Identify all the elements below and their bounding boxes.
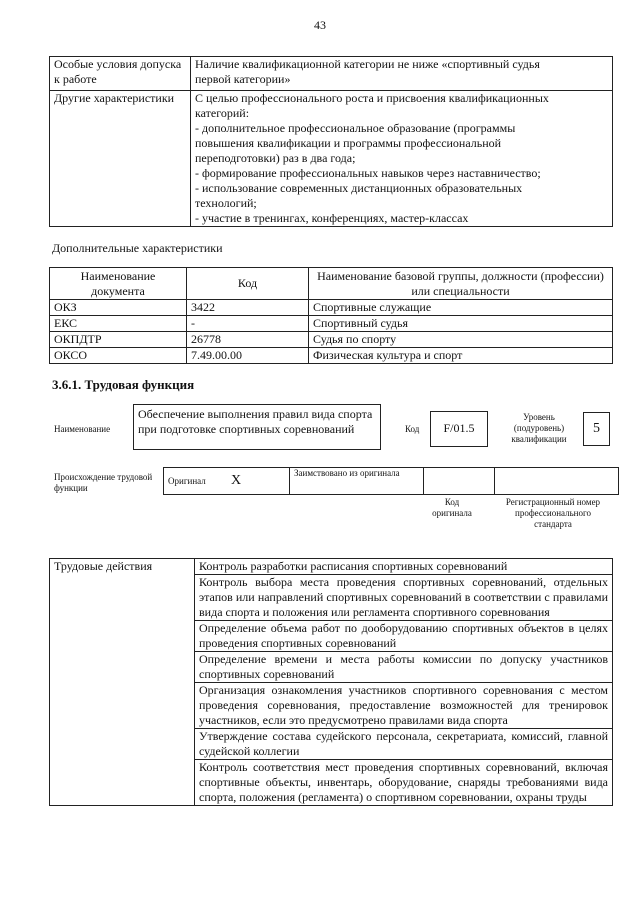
labor-actions-label: Трудовые действия xyxy=(50,559,195,806)
function-name-box: Обеспечение выполнения правил вида спорта при подготовке спортивных соревнований xyxy=(133,404,381,450)
function-code-box: F/01.5 xyxy=(430,411,488,447)
original-mark: X xyxy=(227,468,290,495)
code-original-caption: Код оригинала xyxy=(432,497,472,518)
code-cell: 7.49.00.00 xyxy=(187,348,309,364)
registration-number-cell xyxy=(495,468,619,495)
borrowed-label: Заимствовано из оригинала xyxy=(290,468,424,495)
page-number: 43 xyxy=(314,18,326,32)
group-name-cell: Спортивные служащие xyxy=(309,300,613,316)
code-cell: 26778 xyxy=(187,332,309,348)
code-label: Код xyxy=(405,424,420,434)
labor-action-item: Определение объема работ по дооборудованию спортивных объектов в целях проведения спортивных соревнований xyxy=(195,621,613,652)
origin-label: Происхождение трудовой функции xyxy=(54,472,153,493)
header-group-name: Наименование базовой группы, должности (профессии) или специальности xyxy=(309,268,613,300)
labor-action-item: Контроль выбора места проведения спортивных соревнований, отдельных этапов или направлений спортивных соревнований в соответствии с правилами вида спорта и положения или регламента спортивного соревнования xyxy=(195,575,613,621)
table-row xyxy=(50,316,613,332)
section-title: 3.6.1. Трудовая функция xyxy=(52,377,195,392)
special-conditions-text: Наличие квалификационной категории не ниже «спортивный судья первой категории» xyxy=(191,57,613,91)
additional-table xyxy=(49,267,613,364)
table-row xyxy=(50,559,613,575)
doc-name-cell: ОКСО xyxy=(50,348,187,364)
code-cell: 3422 xyxy=(187,300,309,316)
conditions-table xyxy=(49,56,613,227)
table-header-row xyxy=(50,268,613,300)
group-name-cell: Физическая культура и спорт xyxy=(309,348,613,364)
labor-actions-table xyxy=(49,558,613,806)
table-row xyxy=(50,57,613,91)
original-code-cell xyxy=(424,468,495,495)
labor-action-item: Контроль разработки расписания спортивных соревнований xyxy=(195,559,613,575)
name-label: Наименование xyxy=(54,424,111,434)
table-row xyxy=(50,332,613,348)
table-row xyxy=(50,91,613,227)
labor-action-item: Организация ознакомления участников спортивного соревнования с местом проведения соревнования, предоставление возможностей для тренировок участников, если это предусмотрено правилами вида спорта xyxy=(195,683,613,729)
other-characteristics-text: С целью профессионального роста и присвоения квалификационных категорий: - дополнительное профессиональное образование (программы повышения квалификации и программы профессиональной переподготовки) раз в два года; - формирование профессиональных навыков через наставничество; - использование современных дистанционных образовательных технологий; - участие в тренингах, конференциях, мастер-классах xyxy=(191,91,613,227)
labor-action-item: Утверждение состава судейского персонала, секретариата, комиссий, главной судейской коллегии xyxy=(195,729,613,760)
doc-name-cell: ОКПДТР xyxy=(50,332,187,348)
origin-table xyxy=(163,467,619,495)
doc-name-cell: ЕКС xyxy=(50,316,187,332)
other-characteristics-label: Другие характеристики xyxy=(50,91,191,227)
header-code: Код xyxy=(187,268,309,300)
code-cell: - xyxy=(187,316,309,332)
group-name-cell: Спортивный судья xyxy=(309,316,613,332)
table-row xyxy=(50,348,613,364)
additional-title: Дополнительные характеристики xyxy=(52,241,223,255)
level-label: Уровень (подуровень) квалификации xyxy=(511,412,567,444)
labor-action-item: Определение времени и места работы комиссии по допуску участников спортивных соревнований xyxy=(195,652,613,683)
table-row xyxy=(164,468,619,495)
header-doc-name: Наименование документа xyxy=(50,268,187,300)
original-label: Оригинал xyxy=(164,468,228,495)
group-name-cell: Судья по спорту xyxy=(309,332,613,348)
registration-caption: Регистрационный номер профессионального стандарта xyxy=(505,497,601,529)
special-conditions-label: Особые условия допуска к работе xyxy=(50,57,191,91)
level-value-box: 5 xyxy=(583,412,610,446)
labor-action-item: Контроль соответствия мест проведения спортивных соревнований, включая спортивные объекты, инвентарь, оборудование, снаряды требованиями вида спорта, положения (регламента) о спортивном соревновании, охраны труды xyxy=(195,760,613,806)
table-row xyxy=(50,300,613,316)
doc-name-cell: ОКЗ xyxy=(50,300,187,316)
